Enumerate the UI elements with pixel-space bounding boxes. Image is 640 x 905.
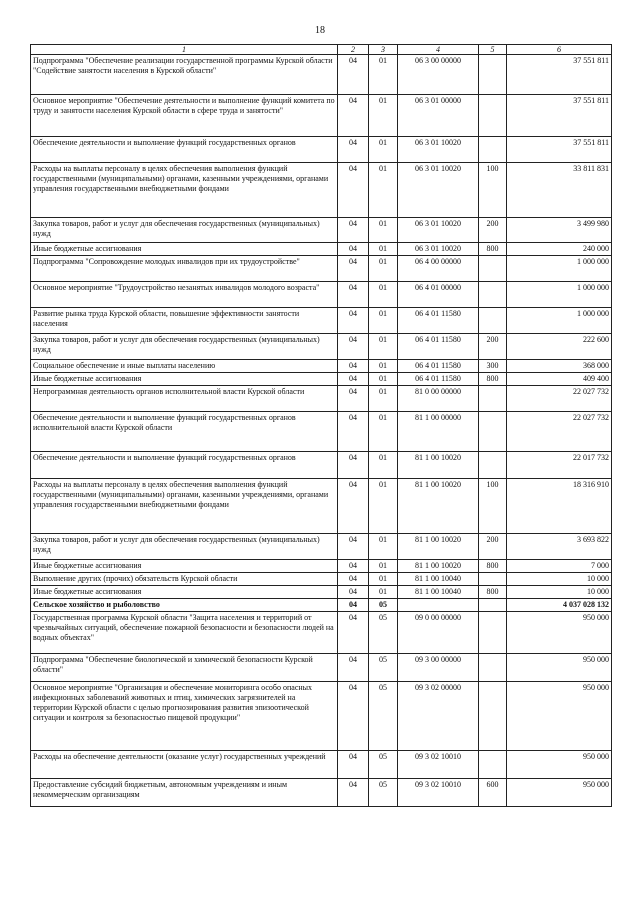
row-expense-type-cell <box>479 137 507 163</box>
row-expense-type-cell <box>479 612 507 654</box>
row-expense-type-cell <box>479 386 507 412</box>
row-subsection-cell: 01 <box>369 534 398 560</box>
row-section-cell: 04 <box>338 282 369 308</box>
row-name-cell: Выполнение других (прочих) обязательств Курской области <box>31 573 338 586</box>
row-section-cell: 04 <box>338 137 369 163</box>
column-header-target-article: 4 <box>398 45 479 55</box>
row-amount-cell: 10 000 <box>507 573 612 586</box>
row-expense-type-cell: 800 <box>479 373 507 386</box>
row-amount-cell: 222 600 <box>507 334 612 360</box>
row-target-article-cell: 81 0 00 00000 <box>398 386 479 412</box>
row-target-article-cell: 81 1 00 10020 <box>398 560 479 573</box>
row-target-article-cell: 06 3 01 10020 <box>398 218 479 243</box>
row-amount-cell: 3 693 822 <box>507 534 612 560</box>
row-expense-type-cell: 600 <box>479 779 507 807</box>
row-section-cell: 04 <box>338 682 369 751</box>
row-target-article-cell: 06 4 01 11580 <box>398 373 479 386</box>
row-section-cell: 04 <box>338 560 369 573</box>
row-expense-type-cell: 200 <box>479 334 507 360</box>
row-subsection-cell: 01 <box>369 243 398 256</box>
row-target-article-cell: 06 3 01 10020 <box>398 163 479 218</box>
row-expense-type-cell <box>479 55 507 95</box>
row-name-cell: Подпрограмма "Обеспечение биологической и химической безопасности Курской области" <box>31 654 338 682</box>
table-row <box>31 479 612 534</box>
table-row <box>31 586 612 599</box>
row-section-cell: 04 <box>338 751 369 779</box>
row-section-cell: 04 <box>338 373 369 386</box>
table-row <box>31 218 612 243</box>
row-target-article-cell: 06 3 01 10020 <box>398 243 479 256</box>
row-subsection-cell: 05 <box>369 779 398 807</box>
row-amount-cell: 950 000 <box>507 612 612 654</box>
row-target-article-cell: 06 4 01 00000 <box>398 282 479 308</box>
row-target-article-cell: 06 4 01 11580 <box>398 334 479 360</box>
row-expense-type-cell <box>479 452 507 479</box>
row-name-cell: Подпрограмма "Обеспечение реализации государственной программы Курской области "Содействие занятости населения в Курской области" <box>31 55 338 95</box>
row-target-article-cell: 81 1 00 10020 <box>398 479 479 534</box>
row-section-cell: 04 <box>338 612 369 654</box>
row-target-article-cell: 09 3 02 00000 <box>398 682 479 751</box>
row-amount-cell: 7 000 <box>507 560 612 573</box>
row-name-cell: Расходы на выплаты персоналу в целях обеспечения выполнения функций государственными (муниципальными) органами, казенными учреждениями, органами управления государственными внебюджетными фондами <box>31 479 338 534</box>
table-row <box>31 534 612 560</box>
row-amount-cell: 409 400 <box>507 373 612 386</box>
table-row <box>31 654 612 682</box>
row-expense-type-cell: 300 <box>479 360 507 373</box>
row-section-cell: 04 <box>338 95 369 137</box>
row-amount-cell: 33 811 831 <box>507 163 612 218</box>
row-target-article-cell: 81 1 00 10020 <box>398 452 479 479</box>
row-subsection-cell: 01 <box>369 452 398 479</box>
row-subsection-cell: 01 <box>369 386 398 412</box>
table-row <box>31 412 612 452</box>
table-row <box>31 308 612 334</box>
row-name-cell: Закупка товаров, работ и услуг для обеспечения государственных (муниципальных) нужд <box>31 334 338 360</box>
row-subsection-cell: 01 <box>369 163 398 218</box>
column-header-expense-type: 5 <box>479 45 507 55</box>
row-target-article-cell: 09 0 00 00000 <box>398 612 479 654</box>
table-body <box>31 55 612 807</box>
row-name-cell: Социальное обеспечение и иные выплаты населению <box>31 360 338 373</box>
row-name-cell: Обеспечение деятельности и выполнение функций государственных органов <box>31 452 338 479</box>
budget-table <box>30 44 612 807</box>
row-subsection-cell: 05 <box>369 654 398 682</box>
row-target-article-cell: 81 1 00 00000 <box>398 412 479 452</box>
row-section-cell: 04 <box>338 334 369 360</box>
row-section-cell: 04 <box>338 308 369 334</box>
row-expense-type-cell <box>479 682 507 751</box>
row-section-cell: 04 <box>338 386 369 412</box>
row-name-cell: Закупка товаров, работ и услуг для обеспечения государственных (муниципальных) нужд <box>31 534 338 560</box>
row-expense-type-cell: 100 <box>479 163 507 218</box>
row-name-cell: Основное мероприятие "Организация и обеспечение мониторинга особо опасных инфекционных заболеваний животных и птиц, химических загрязнителей на территории Курской области с целью прогнозирования развития эпизоотической ситуации и контроля за безопасностью пищевой продукции" <box>31 682 338 751</box>
row-name-cell: Иные бюджетные ассигнования <box>31 373 338 386</box>
table-row <box>31 573 612 586</box>
row-target-article-cell: 06 3 00 00000 <box>398 55 479 95</box>
row-target-article-cell: 06 3 01 00000 <box>398 95 479 137</box>
column-header-name: 1 <box>31 45 338 55</box>
row-target-article-cell: 06 4 01 11580 <box>398 360 479 373</box>
row-amount-cell: 22 017 732 <box>507 452 612 479</box>
row-subsection-cell: 01 <box>369 256 398 282</box>
row-name-cell: Государственная программа Курской области "Защита населения и территорий от чрезвычайных ситуаций, обеспечение пожарной безопасности и безопасности людей на водных объектах" <box>31 612 338 654</box>
row-section-cell: 04 <box>338 218 369 243</box>
row-subsection-cell: 01 <box>369 334 398 360</box>
table-row <box>31 682 612 751</box>
row-section-cell: 04 <box>338 412 369 452</box>
row-expense-type-cell: 800 <box>479 586 507 599</box>
row-subsection-cell: 01 <box>369 95 398 137</box>
row-section-cell: 04 <box>338 779 369 807</box>
table-row <box>31 256 612 282</box>
row-subsection-cell: 01 <box>369 412 398 452</box>
table-row <box>31 373 612 386</box>
table-row <box>31 334 612 360</box>
row-section-cell: 04 <box>338 55 369 95</box>
row-subsection-cell: 05 <box>369 599 398 612</box>
table-row <box>31 560 612 573</box>
row-target-article-cell: 09 3 00 00000 <box>398 654 479 682</box>
table-row <box>31 452 612 479</box>
row-subsection-cell: 01 <box>369 137 398 163</box>
row-expense-type-cell: 100 <box>479 479 507 534</box>
row-target-article-cell: 06 4 01 11580 <box>398 308 479 334</box>
row-subsection-cell: 05 <box>369 682 398 751</box>
table-row <box>31 243 612 256</box>
row-expense-type-cell <box>479 282 507 308</box>
row-target-article-cell: 81 1 00 10040 <box>398 586 479 599</box>
row-amount-cell: 368 000 <box>507 360 612 373</box>
row-name-cell: Основное мероприятие "Обеспечение деятельности и выполнение функций комитета по труду и занятости населения Курской области в сфере труда и занятости" <box>31 95 338 137</box>
row-subsection-cell: 01 <box>369 479 398 534</box>
row-amount-cell: 37 551 811 <box>507 55 612 95</box>
row-amount-cell: 10 000 <box>507 586 612 599</box>
table-row <box>31 779 612 807</box>
row-amount-cell: 950 000 <box>507 682 612 751</box>
table-row <box>31 599 612 612</box>
row-subsection-cell: 01 <box>369 218 398 243</box>
row-expense-type-cell: 200 <box>479 534 507 560</box>
row-name-cell: Расходы на выплаты персоналу в целях обеспечения выполнения функций государственными (муниципальными) органами, казенными учреждениями, органами управления государственными внебюджетными фондами <box>31 163 338 218</box>
table-row <box>31 163 612 218</box>
row-target-article-cell: 06 4 00 00000 <box>398 256 479 282</box>
row-name-cell: Иные бюджетные ассигнования <box>31 586 338 599</box>
row-amount-cell: 4 037 028 132 <box>507 599 612 612</box>
row-section-cell: 04 <box>338 256 369 282</box>
row-section-cell: 04 <box>338 599 369 612</box>
row-expense-type-cell <box>479 751 507 779</box>
row-subsection-cell: 01 <box>369 586 398 599</box>
row-amount-cell: 22 027 732 <box>507 386 612 412</box>
row-subsection-cell: 01 <box>369 360 398 373</box>
row-name-cell: Основное мероприятие "Трудоустройство незанятых инвалидов молодого возраста" <box>31 282 338 308</box>
row-expense-type-cell: 800 <box>479 560 507 573</box>
table-row <box>31 55 612 95</box>
row-target-article-cell: 81 1 00 10040 <box>398 573 479 586</box>
row-name-cell: Иные бюджетные ассигнования <box>31 243 338 256</box>
row-amount-cell: 22 027 732 <box>507 412 612 452</box>
row-target-article-cell: 09 3 02 10010 <box>398 751 479 779</box>
row-name-cell: Сельское хозяйство и рыболовство <box>31 599 338 612</box>
row-subsection-cell: 05 <box>369 751 398 779</box>
row-name-cell: Предоставление субсидий бюджетным, автономным учреждениям и иным некоммерческим организациям <box>31 779 338 807</box>
row-amount-cell: 18 316 910 <box>507 479 612 534</box>
row-section-cell: 04 <box>338 573 369 586</box>
column-header-subsection: 3 <box>369 45 398 55</box>
row-subsection-cell: 05 <box>369 612 398 654</box>
row-name-cell: Обеспечение деятельности и выполнение функций государственных органов исполнительной власти Курской области <box>31 412 338 452</box>
row-section-cell: 04 <box>338 360 369 373</box>
row-section-cell: 04 <box>338 163 369 218</box>
page-number: 18 <box>315 25 325 36</box>
row-subsection-cell: 01 <box>369 282 398 308</box>
table-row <box>31 137 612 163</box>
row-name-cell: Расходы на обеспечение деятельности (оказание услуг) государственных учреждений <box>31 751 338 779</box>
row-section-cell: 04 <box>338 654 369 682</box>
row-section-cell: 04 <box>338 479 369 534</box>
row-name-cell: Подпрограмма "Сопровождение молодых инвалидов при их трудоустройстве" <box>31 256 338 282</box>
table-header-row <box>31 45 612 55</box>
row-amount-cell: 3 499 980 <box>507 218 612 243</box>
row-amount-cell: 950 000 <box>507 654 612 682</box>
row-amount-cell: 950 000 <box>507 779 612 807</box>
row-section-cell: 04 <box>338 586 369 599</box>
row-section-cell: 04 <box>338 243 369 256</box>
row-subsection-cell: 01 <box>369 573 398 586</box>
row-name-cell: Закупка товаров, работ и услуг для обеспечения государственных (муниципальных) нужд <box>31 218 338 243</box>
table-row <box>31 386 612 412</box>
table-row <box>31 751 612 779</box>
row-amount-cell: 950 000 <box>507 751 612 779</box>
row-expense-type-cell: 800 <box>479 243 507 256</box>
table-row <box>31 360 612 373</box>
column-header-section: 2 <box>338 45 369 55</box>
row-subsection-cell: 01 <box>369 373 398 386</box>
row-subsection-cell: 01 <box>369 560 398 573</box>
row-target-article-cell: 06 3 01 10020 <box>398 137 479 163</box>
column-header-amount: 6 <box>507 45 612 55</box>
row-expense-type-cell <box>479 573 507 586</box>
row-amount-cell: 37 551 811 <box>507 95 612 137</box>
row-amount-cell: 1 000 000 <box>507 256 612 282</box>
row-amount-cell: 240 000 <box>507 243 612 256</box>
row-expense-type-cell <box>479 95 507 137</box>
row-expense-type-cell: 200 <box>479 218 507 243</box>
row-section-cell: 04 <box>338 452 369 479</box>
row-name-cell: Иные бюджетные ассигнования <box>31 560 338 573</box>
table-row <box>31 282 612 308</box>
row-expense-type-cell <box>479 308 507 334</box>
row-expense-type-cell <box>479 412 507 452</box>
row-section-cell: 04 <box>338 534 369 560</box>
row-name-cell: Развитие рынка труда Курской области, повышение эффективности занятости населения <box>31 308 338 334</box>
row-amount-cell: 37 551 811 <box>507 137 612 163</box>
table-row <box>31 612 612 654</box>
row-amount-cell: 1 000 000 <box>507 308 612 334</box>
row-name-cell: Непрограммная деятельность органов исполнительной власти Курской области <box>31 386 338 412</box>
row-expense-type-cell <box>479 256 507 282</box>
table-row <box>31 95 612 137</box>
row-subsection-cell: 01 <box>369 55 398 95</box>
row-subsection-cell: 01 <box>369 308 398 334</box>
row-target-article-cell: 81 1 00 10020 <box>398 534 479 560</box>
row-amount-cell: 1 000 000 <box>507 282 612 308</box>
row-expense-type-cell <box>479 654 507 682</box>
row-target-article-cell <box>398 599 479 612</box>
row-target-article-cell: 09 3 02 10010 <box>398 779 479 807</box>
row-name-cell: Обеспечение деятельности и выполнение функций государственных органов <box>31 137 338 163</box>
row-expense-type-cell <box>479 599 507 612</box>
